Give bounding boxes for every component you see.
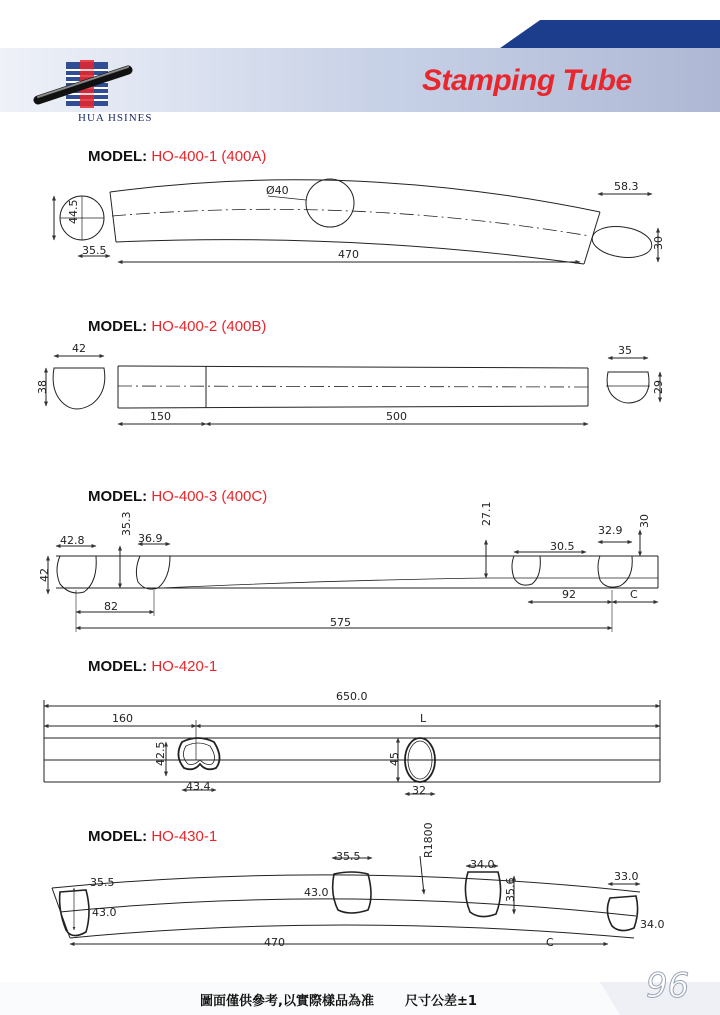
dim-label: 33.0 [614,870,639,883]
dim-label: 30 [638,514,651,528]
dim-label: 42 [38,568,51,582]
model-label: MODEL: [88,318,148,335]
dim-label: 35 [618,344,632,357]
dim-label: 150 [150,410,171,423]
dim-label: 500 [386,410,407,423]
model-label: MODEL: [88,488,148,505]
dim-label: R1800 [422,822,435,858]
model-heading [88,488,267,505]
dim-label: Ø40 [266,184,289,197]
dim-label: 30 [652,236,665,250]
drawing-ho-430-1 [52,856,640,944]
dim-label: 42.5 [154,741,167,766]
model-heading [88,658,217,675]
brand-name: HUA HSINES [78,112,153,124]
dim-label: 36.9 [138,532,163,545]
dim-label: 27.1 [480,501,493,526]
dim-label: 45 [388,752,401,766]
footer-disclaimer: 圖面僅供參考,以實際樣品為准 [200,994,374,1009]
dim-label: 35.5 [82,244,107,257]
dims-ho-400-3 [38,502,651,630]
dim-label: L [420,712,427,725]
dim-label: 29 [652,380,665,394]
model-heading [88,318,266,335]
dims-ho-400-1 [67,180,665,261]
model-code: HO-430-1 [151,828,218,845]
model-label: MODEL: [88,658,148,675]
dim-label: 44.5 [67,199,80,224]
dim-label: 43.0 [92,906,117,919]
dim-label: 32.9 [598,524,623,537]
model-heading [88,148,266,165]
dims-ho-400-2 [36,342,665,423]
model-heading [88,828,217,845]
page-number: 96 [646,966,690,1006]
dim-label: 470 [264,936,285,949]
model-code: HO-420-1 [151,658,218,675]
drawing-ho-420-1 [44,700,660,794]
page-title: Stamping Tube [422,64,632,97]
model-label: MODEL: [88,148,148,165]
model-code: HO-400-2 (400B) [151,318,267,335]
dim-label: 42.8 [60,534,85,547]
dim-label: 575 [330,616,351,629]
dim-label: 160 [112,712,133,725]
footer-tolerance: 尺寸公差±1 [405,994,477,1009]
dim-label: C [630,588,638,601]
dim-label: 82 [104,600,118,613]
dim-label: 92 [562,588,576,601]
dim-label: 35.5 [90,876,115,889]
model-label: MODEL: [88,828,148,845]
dim-label: 30.5 [550,540,575,553]
dim-label: 43.0 [304,886,329,899]
drawing-ho-400-2 [46,356,660,424]
model-code: HO-400-3 (400C) [151,488,268,505]
footer-note [200,990,477,1009]
dim-label: 58.3 [614,180,639,193]
dim-label: 650.0 [336,690,368,703]
dim-label: C [546,936,554,949]
dim-label: 34.0 [470,858,495,871]
dim-label: 43.4 [186,780,211,793]
dim-label: 34.0 [640,918,665,931]
dim-label: 32 [412,784,426,797]
model-code: HO-400-1 (400A) [151,148,267,165]
dim-label: 35.6 [504,877,517,902]
dim-label: 35.3 [120,511,133,536]
dim-label: 35.5 [336,850,361,863]
dim-label: 42 [72,342,86,355]
dim-label: 470 [338,248,359,261]
dim-label: 38 [36,380,49,394]
